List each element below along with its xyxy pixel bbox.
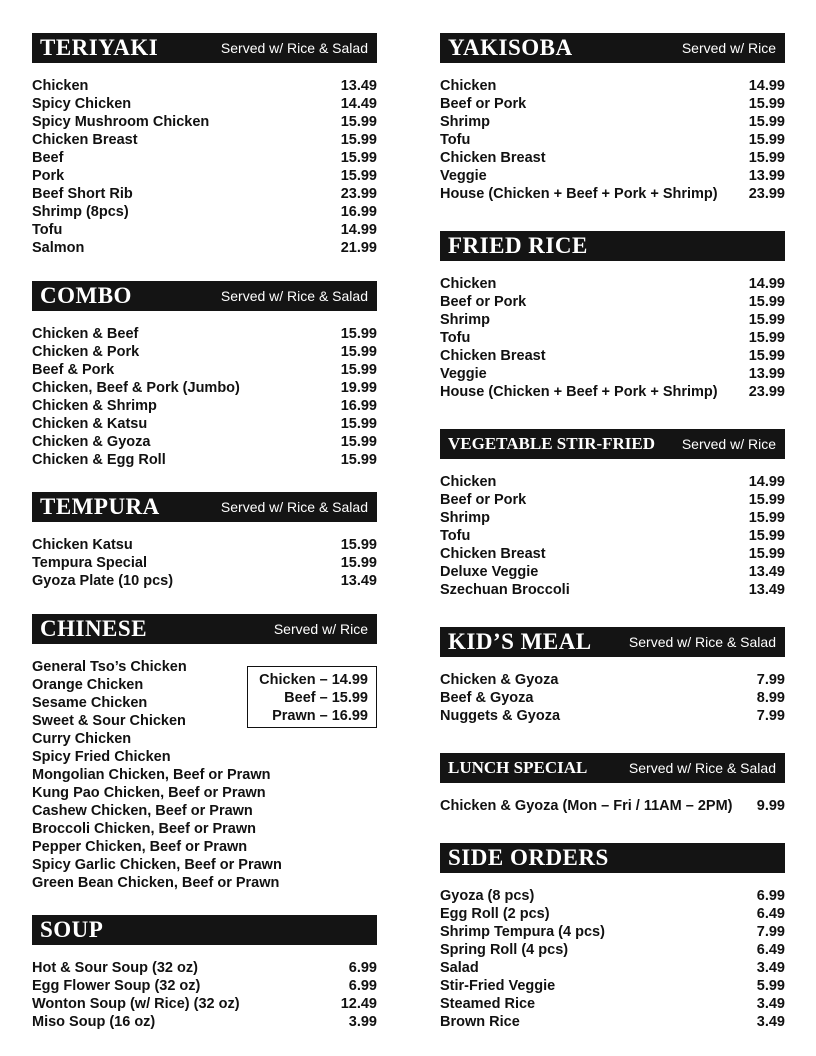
item-price: 15.99 <box>340 344 377 360</box>
menu-item <box>32 361 377 379</box>
menu-item <box>440 95 785 113</box>
item-price: 7.99 <box>756 924 785 940</box>
menu-item <box>32 397 377 415</box>
item-name: Salmon <box>32 240 85 256</box>
menu-item: Pepper Chicken, Beef or Prawn <box>32 839 248 855</box>
menu-item <box>440 167 785 185</box>
section-teriyaki <box>32 33 377 257</box>
price-box-line: Prawn – 16.99 <box>272 708 368 724</box>
item-price: 9.99 <box>756 798 785 814</box>
menu-item <box>32 433 377 451</box>
menu-item <box>440 491 785 509</box>
menu-item <box>440 887 785 905</box>
menu-item: Spicy Fried Chicken <box>32 749 171 765</box>
section-tempura <box>32 492 377 590</box>
item-price: 15.99 <box>748 132 785 148</box>
item-name: Steamed Rice <box>440 996 536 1012</box>
item-price: 7.99 <box>756 672 785 688</box>
item-name: Chicken & Shrimp <box>32 398 157 414</box>
menu-item <box>440 365 785 383</box>
item-name: Chicken & Pork <box>32 344 140 360</box>
menu-item: Sweet & Sour Chicken <box>32 713 186 729</box>
item-name: Chicken, Beef & Pork (Jumbo) <box>32 380 240 396</box>
section-subtitle: Served w/ Rice <box>681 436 776 452</box>
section-subtitle: Served w/ Rice & Salad <box>220 499 368 515</box>
item-name: Tofu <box>32 222 63 238</box>
item-price: 14.49 <box>340 96 377 112</box>
section-header <box>440 753 785 783</box>
menu-item <box>32 572 377 590</box>
item-price: 15.99 <box>748 528 785 544</box>
item-price: 6.99 <box>348 960 377 976</box>
menu-item <box>32 131 377 149</box>
item-list <box>32 77 377 257</box>
menu-item <box>440 689 785 707</box>
item-price: 15.99 <box>340 132 377 148</box>
item-name: Tofu <box>440 528 471 544</box>
section-title: YAKISOBA <box>448 35 573 60</box>
section-header <box>440 627 785 657</box>
item-list <box>440 275 785 401</box>
price-box-line: Chicken – 14.99 <box>259 672 368 688</box>
item-name: Veggie <box>440 168 487 184</box>
menu-item <box>440 275 785 293</box>
section-subtitle: Served w/ Rice <box>681 40 776 56</box>
item-name: Chicken Breast <box>32 132 138 148</box>
item-price: 16.99 <box>340 398 377 414</box>
menu-item <box>32 185 377 203</box>
item-price: 15.99 <box>748 114 785 130</box>
item-price: 14.99 <box>748 474 785 490</box>
menu-item <box>440 545 785 563</box>
menu-item <box>32 343 377 361</box>
menu-item <box>32 415 377 433</box>
item-price: 19.99 <box>340 380 377 396</box>
section-title: SIDE ORDERS <box>448 845 609 870</box>
menu-item <box>440 77 785 95</box>
item-name: Egg Roll (2 pcs) <box>440 906 550 922</box>
item-price: 15.99 <box>340 326 377 342</box>
item-price: 3.99 <box>348 1014 377 1030</box>
item-price: 15.99 <box>340 537 377 553</box>
menu-item <box>440 149 785 167</box>
menu-item <box>32 95 377 113</box>
item-name: Spicy Mushroom Chicken <box>32 114 210 130</box>
item-name: Beef or Pork <box>440 492 527 508</box>
item-price: 15.99 <box>340 168 377 184</box>
menu-item <box>440 347 785 365</box>
item-name: Wonton Soup (w/ Rice) (32 oz) <box>32 996 240 1012</box>
menu-item <box>32 239 377 257</box>
menu-item: Cashew Chicken, Beef or Prawn <box>32 803 253 819</box>
menu-item <box>440 383 785 401</box>
menu-item <box>32 536 377 554</box>
item-price: 13.99 <box>748 168 785 184</box>
menu-item: Kung Pao Chicken, Beef or Prawn <box>32 785 266 801</box>
item-price: 14.99 <box>748 78 785 94</box>
item-name: Tofu <box>440 330 471 346</box>
section-title: VEGETABLE STIR-FRIED <box>448 434 656 453</box>
menu-item <box>440 797 785 815</box>
item-price: 15.99 <box>748 492 785 508</box>
item-name: Gyoza (8 pcs) <box>440 888 535 904</box>
menu-item: Curry Chicken <box>32 731 132 747</box>
menu-item <box>32 325 377 343</box>
section-header <box>440 429 785 459</box>
item-name: Hot & Sour Soup (32 oz) <box>32 960 198 976</box>
item-name: Veggie <box>440 366 487 382</box>
item-name: Chicken Katsu <box>32 537 133 553</box>
section-subtitle: Served w/ Rice & Salad <box>628 634 776 650</box>
menu-item <box>440 131 785 149</box>
item-name: Chicken <box>32 78 89 94</box>
item-name: Chicken Breast <box>440 348 546 364</box>
section-vegetable-stir-fried <box>440 429 785 599</box>
item-name: Shrimp <box>440 510 490 526</box>
item-name: Chicken & Katsu <box>32 416 148 432</box>
item-price: 6.99 <box>756 888 785 904</box>
item-price: 21.99 <box>340 240 377 256</box>
section-chinese <box>32 614 377 892</box>
item-price: 15.99 <box>748 348 785 364</box>
item-name: Chicken & Gyoza <box>440 672 559 688</box>
item-list <box>32 536 377 590</box>
item-price: 15.99 <box>748 510 785 526</box>
item-list <box>32 959 377 1031</box>
menu-item <box>440 959 785 977</box>
item-price: 7.99 <box>756 708 785 724</box>
item-name: Spicy Chicken <box>32 96 132 112</box>
menu-item <box>440 905 785 923</box>
item-price: 15.99 <box>748 150 785 166</box>
item-price: 6.49 <box>756 906 785 922</box>
item-name: Shrimp Tempura (4 pcs) <box>440 924 605 940</box>
section-header <box>440 843 785 873</box>
menu-item <box>440 509 785 527</box>
item-price: 14.99 <box>748 276 785 292</box>
section-subtitle: Served w/ Rice <box>273 621 368 637</box>
section-title: KID’S MEAL <box>448 629 592 654</box>
item-price: 13.49 <box>340 573 377 589</box>
item-name: Chicken & Gyoza <box>32 434 151 450</box>
item-name: Brown Rice <box>440 1014 520 1030</box>
item-price: 15.99 <box>340 150 377 166</box>
item-price: 13.49 <box>340 78 377 94</box>
item-price: 15.99 <box>748 312 785 328</box>
menu-item <box>440 671 785 689</box>
section-kids-meal <box>440 627 785 725</box>
item-name: Tempura Special <box>32 555 147 571</box>
item-price: 15.99 <box>748 294 785 310</box>
menu-item <box>32 1013 377 1031</box>
section-title: TEMPURA <box>40 494 160 519</box>
menu-item <box>440 473 785 491</box>
menu-item <box>32 995 377 1013</box>
menu-item <box>32 113 377 131</box>
section-title: TERIYAKI <box>40 35 159 60</box>
item-price: 15.99 <box>340 555 377 571</box>
item-list <box>440 473 785 599</box>
menu-item: Sesame Chicken <box>32 695 148 711</box>
item-name: House (Chicken + Beef + Pork + Shrimp) <box>440 384 718 400</box>
item-name: Egg Flower Soup (32 oz) <box>32 978 201 994</box>
item-price: 15.99 <box>748 546 785 562</box>
item-name: Chicken <box>440 78 497 94</box>
item-name: Szechuan Broccoli <box>440 582 570 598</box>
menu-item <box>32 203 377 221</box>
item-name: Miso Soup (16 oz) <box>32 1014 156 1030</box>
section-yakisoba <box>440 33 785 203</box>
section-title: LUNCH SPECIAL <box>448 758 588 777</box>
menu-item <box>32 167 377 185</box>
menu-item: Orange Chicken <box>32 677 144 693</box>
item-name: Shrimp (8pcs) <box>32 204 129 220</box>
section-subtitle: Served w/ Rice & Salad <box>628 760 776 776</box>
menu-item <box>32 77 377 95</box>
section-soup <box>32 915 377 1031</box>
section-title: COMBO <box>40 283 132 308</box>
item-name: Beef Short Rib <box>32 186 133 202</box>
menu-item <box>440 185 785 203</box>
menu-item <box>440 563 785 581</box>
section-header <box>32 492 377 522</box>
item-price: 15.99 <box>340 452 377 468</box>
item-price: 15.99 <box>748 330 785 346</box>
section-fried-rice <box>440 231 785 401</box>
section-combo <box>32 281 377 469</box>
section-side-orders <box>440 843 785 1031</box>
item-list <box>440 671 785 725</box>
item-price: 15.99 <box>340 434 377 450</box>
menu-item <box>32 977 377 995</box>
menu-item <box>440 293 785 311</box>
item-list <box>440 887 785 1031</box>
menu-item <box>32 451 377 469</box>
menu-item <box>440 329 785 347</box>
item-price: 13.49 <box>748 564 785 580</box>
section-header <box>32 33 377 63</box>
section-title: SOUP <box>40 917 104 942</box>
item-name: Chicken Breast <box>440 150 546 166</box>
section-header <box>32 915 377 945</box>
item-name: Gyoza Plate (10 pcs) <box>32 573 174 589</box>
section-header <box>440 33 785 63</box>
item-name: Chicken & Gyoza (Mon – Fri / 11AM – 2PM) <box>440 798 733 814</box>
item-price: 15.99 <box>748 96 785 112</box>
menu-item <box>440 941 785 959</box>
item-price: 16.99 <box>340 204 377 220</box>
menu-item <box>440 1013 785 1031</box>
item-price: 15.99 <box>340 362 377 378</box>
item-name: Beef <box>32 150 64 166</box>
menu-item: Broccoli Chicken, Beef or Prawn <box>32 821 257 837</box>
menu-item <box>32 149 377 167</box>
section-subtitle: Served w/ Rice & Salad <box>220 288 368 304</box>
item-price: 3.49 <box>756 996 785 1012</box>
item-name: Beef & Gyoza <box>440 690 534 706</box>
item-name: Deluxe Veggie <box>440 564 539 580</box>
item-name: Shrimp <box>440 114 490 130</box>
item-price: 15.99 <box>340 416 377 432</box>
item-name: Chicken & Egg Roll <box>32 452 166 468</box>
item-name: Chicken & Beef <box>32 326 139 342</box>
section-header <box>32 614 377 644</box>
item-name: Shrimp <box>440 312 490 328</box>
menu-item <box>440 977 785 995</box>
menu-item <box>32 554 377 572</box>
menu-item: General Tso’s Chicken <box>32 659 187 675</box>
item-name: Pork <box>32 168 65 184</box>
menu-item <box>440 923 785 941</box>
menu-item <box>440 527 785 545</box>
item-price: 5.99 <box>756 978 785 994</box>
section-header <box>32 281 377 311</box>
item-name: Beef or Pork <box>440 96 527 112</box>
item-name: House (Chicken + Beef + Pork + Shrimp) <box>440 186 718 202</box>
item-price: 3.49 <box>756 960 785 976</box>
price-box-line: Beef – 15.99 <box>284 690 368 706</box>
item-list <box>32 325 377 469</box>
section-title: CHINESE <box>40 616 148 641</box>
item-name: Tofu <box>440 132 471 148</box>
item-price: 23.99 <box>748 384 785 400</box>
item-name: Beef & Pork <box>32 362 115 378</box>
item-name: Nuggets & Gyoza <box>440 708 561 724</box>
item-price: 23.99 <box>748 186 785 202</box>
item-name: Beef or Pork <box>440 294 527 310</box>
section-subtitle: Served w/ Rice & Salad <box>220 40 368 56</box>
item-name: Chicken <box>440 276 497 292</box>
item-price: 14.99 <box>340 222 377 238</box>
item-name: Chicken Breast <box>440 546 546 562</box>
menu-item <box>440 581 785 599</box>
item-name: Chicken <box>440 474 497 490</box>
menu-item: Mongolian Chicken, Beef or Prawn <box>32 767 271 783</box>
item-price: 23.99 <box>340 186 377 202</box>
menu-item <box>440 113 785 131</box>
section-header <box>440 231 785 261</box>
item-name: Spring Roll (4 pcs) <box>440 942 569 958</box>
menu-item: Green Bean Chicken, Beef or Prawn <box>32 875 280 891</box>
section-lunch-special <box>440 753 785 815</box>
item-price: 6.99 <box>348 978 377 994</box>
item-price: 8.99 <box>756 690 785 706</box>
item-price: 13.49 <box>748 582 785 598</box>
item-price: 12.49 <box>340 996 377 1012</box>
menu-item <box>32 959 377 977</box>
item-price: 3.49 <box>756 1014 785 1030</box>
menu-item <box>440 707 785 725</box>
item-name: Stir-Fried Veggie <box>440 978 556 994</box>
menu-item <box>32 379 377 397</box>
item-list <box>440 77 785 203</box>
section-title: FRIED RICE <box>448 233 588 258</box>
item-price: 6.49 <box>756 942 785 958</box>
menu-item <box>440 311 785 329</box>
item-price: 15.99 <box>340 114 377 130</box>
menu-item <box>32 221 377 239</box>
item-name: Salad <box>440 960 479 976</box>
menu-item <box>440 995 785 1013</box>
menu-item: Spicy Garlic Chicken, Beef or Prawn <box>32 857 282 873</box>
item-list <box>440 797 785 815</box>
item-price: 13.99 <box>748 366 785 382</box>
price-box <box>247 666 377 728</box>
